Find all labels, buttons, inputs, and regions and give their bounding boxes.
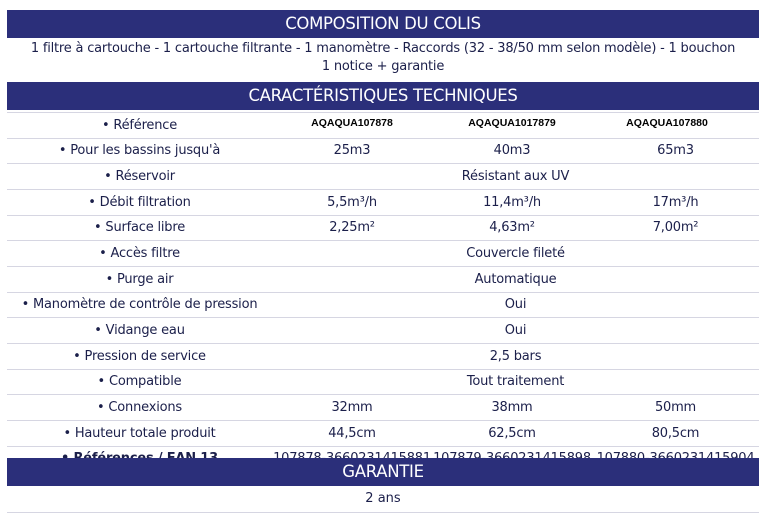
spec-label: • Accès filtre: [7, 241, 272, 267]
spec-row: [7, 343, 759, 369]
spec-value: 62,5cm: [432, 420, 592, 446]
spec-row: [7, 420, 759, 446]
spec-row: [7, 241, 759, 267]
composition-line-1: 1 filtre à cartouche - 1 cartouche filtrante - 1 manomètre - Raccords (32 - 38/50 mm selon modèle) - 1 bouchon: [30, 41, 736, 56]
spec-value-merged: 2,5 bars: [272, 343, 759, 369]
spec-value: 4,63m²: [432, 215, 592, 241]
spec-value: [432, 113, 592, 139]
spec-row: [7, 292, 759, 318]
spec-row: [7, 164, 759, 190]
spec-label: • Purge air: [7, 266, 272, 292]
garantie-row: [7, 486, 759, 513]
spec-label: • Débit filtration: [7, 189, 272, 215]
spec-value: [592, 113, 759, 139]
specs-header: CARACTÉRISTIQUES TECHNIQUES: [7, 82, 759, 110]
spec-value: 17m³/h: [592, 189, 759, 215]
spec-row: [7, 395, 759, 421]
composition-line-2: 1 notice + garantie: [321, 59, 445, 74]
spec-label: • Manomètre de contrôle de pression: [7, 292, 272, 318]
spec-row: [7, 318, 759, 344]
spec-value: 44,5cm: [272, 420, 432, 446]
garantie-header: GARANTIE: [7, 458, 759, 486]
spec-label: • Pression de service: [7, 343, 272, 369]
spec-value-merged: Oui: [272, 292, 759, 318]
spec-row: [7, 138, 759, 164]
spec-label: • Connexions: [7, 395, 272, 421]
spec-value-merged: Automatique: [272, 266, 759, 292]
spec-row: [7, 215, 759, 241]
spec-value-merged: Tout traitement: [272, 369, 759, 395]
reference-header-3: AQAQUA107880: [592, 110, 742, 136]
spec-value: 80,5cm: [592, 420, 759, 446]
spec-label: • Pour les bassins jusqu'à: [7, 138, 272, 164]
spec-value: 40m3: [432, 138, 592, 164]
spec-row: [7, 113, 759, 139]
spec-value-merged: Couvercle fileté: [272, 241, 759, 267]
spec-value: 2,25m²: [272, 215, 432, 241]
spec-value: 65m3: [592, 138, 759, 164]
specs-table: [7, 112, 759, 472]
spec-value: 25m3: [272, 138, 432, 164]
spec-label: • Réservoir: [7, 164, 272, 190]
garantie-value: 2 ans: [365, 491, 401, 506]
spec-value-merged: Résistant aux UV: [272, 164, 759, 190]
spec-value: [272, 113, 432, 139]
spec-row: [7, 189, 759, 215]
spec-value-merged: Oui: [272, 318, 759, 344]
spec-value: 7,00m²: [592, 215, 759, 241]
spec-value: 38mm: [432, 395, 592, 421]
spec-row: [7, 266, 759, 292]
reference-header-2: AQAQUA1017879: [432, 110, 592, 136]
spec-value: 50mm: [592, 395, 759, 421]
spec-label: • Surface libre: [7, 215, 272, 241]
composition-header: COMPOSITION DU COLIS: [7, 10, 759, 38]
spec-value: 32mm: [272, 395, 432, 421]
reference-header-1: AQAQUA107878: [272, 110, 432, 136]
spec-label: • Vidange eau: [7, 318, 272, 344]
spec-row: [7, 369, 759, 395]
spec-label: • Compatible: [7, 369, 272, 395]
spec-label: • Hauteur totale produit: [7, 420, 272, 446]
spec-value: 11,4m³/h: [432, 189, 592, 215]
spec-value: 5,5m³/h: [272, 189, 432, 215]
spec-label: • Référence: [7, 113, 272, 139]
specs-table-body: [7, 113, 759, 472]
